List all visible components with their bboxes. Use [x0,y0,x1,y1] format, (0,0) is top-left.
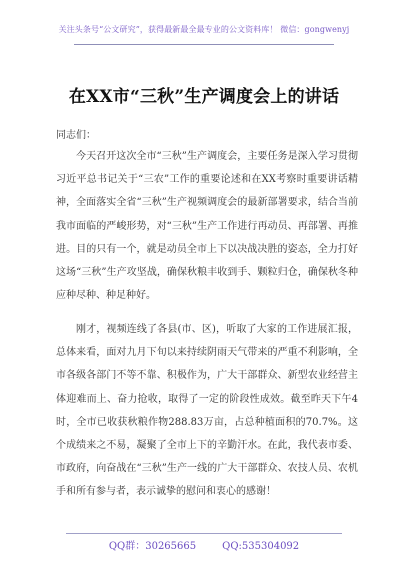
paragraph-1: 今天召开这次全市“三秋”生产调度会，主要任务是深入学习贯彻习近平总书记关于“三农”工作的重要论述和在XX考察时重要讲话精神，全面落实全省“三秋”生产视频调度会的最新部署要求，结合当前我市面临的严峻形势，对“三秋”生产工作进行再动员、再部署、再推进。目的只有一个，就是动员全市上下以决战决胜的姿态，全力打好这场“三秋”生产攻坚战，确保秋粮丰收到手、颗粒归仓，确保秋冬种应种尽种、种足种好。 [56,151,358,302]
contact-footer [0,537,408,552]
salutation: 同志们： [56,130,96,141]
header-divider [74,44,334,45]
qq-group-number: QQ群：30265665 [108,541,197,552]
document-title: 在XX市“三秋”生产调度会上的讲话 [68,87,340,107]
promo-banner: 关注头条号“公文研究”，获得最新最全最专业的公文资料库！ 微信：gongwenyj [58,25,350,34]
paragraph-2: 刚才，视频连线了各县(市、区)，听取了大家的工作进展汇报，总体来看，面对九月下旬以来持续阴雨天气带来的严重不利影响，全市各级各部门不等不靠、积极作为，广大干部群众、新型农业经营主体迎难而上、奋力抢收，取得了一定的阶段性成效。截至昨天下午4时，全市已收获秋粮作物288.83万亩，占总种植面积的70.7%。这个成绩来之不易，凝聚了全市上下的辛勤汗水。在此，我代表市委、市政府，向奋战在“三秋”生产一线的广大干部群众、农技人员、农机手和所有参与者，表示诚挚的慰问和衷心的感谢！ [56,324,358,498]
qq-number: QQ:535304092 [222,541,300,552]
footer-divider [66,533,342,534]
